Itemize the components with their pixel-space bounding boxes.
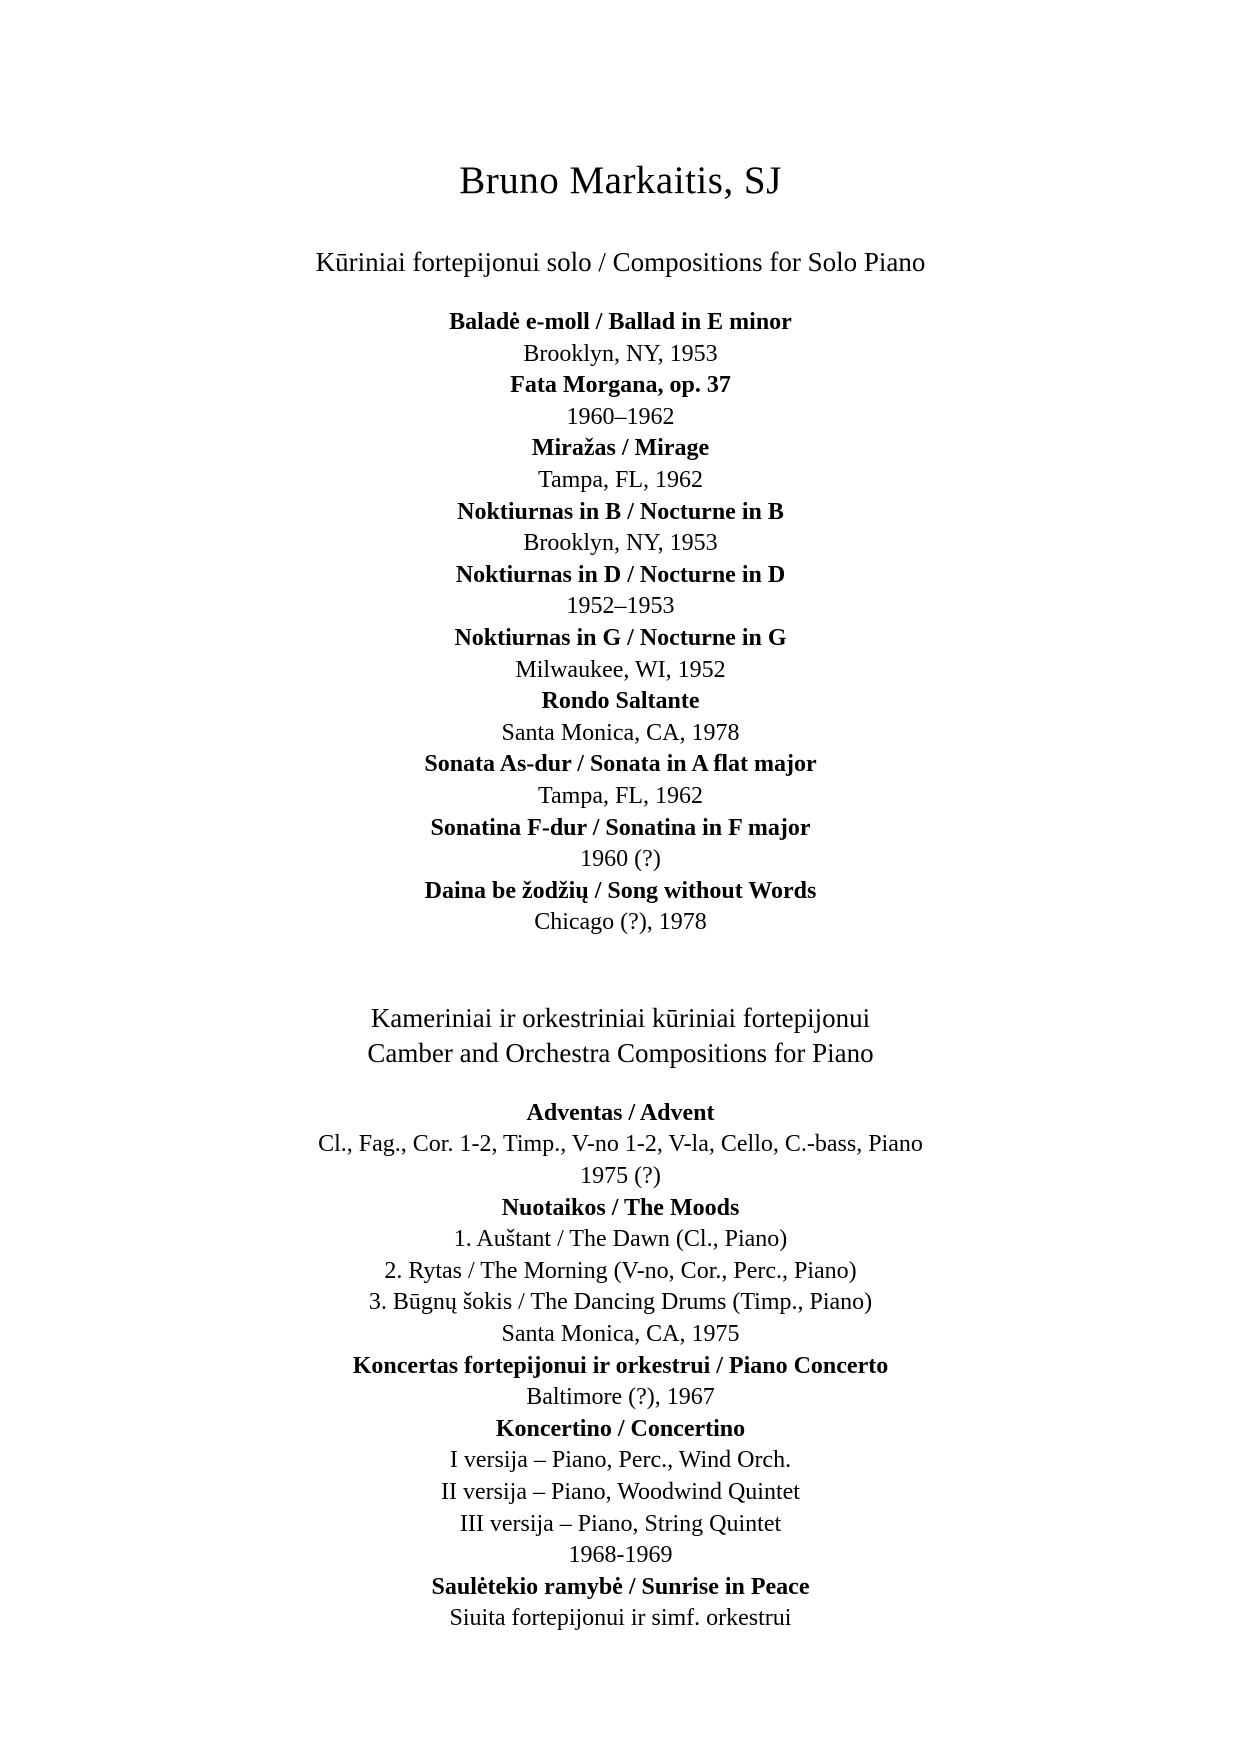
work-detail: 1960 (?) [580, 846, 661, 873]
work-detail: 1960–1962 [566, 403, 675, 430]
work-detail: Santa Monica, CA, 1975 [501, 1321, 740, 1348]
work-title: Noktiurnas in D / Nocturne in D [455, 561, 786, 588]
work-detail: Brooklyn, NY, 1953 [523, 530, 718, 557]
work-detail: II versija – Piano, Woodwind Quintet [441, 1479, 800, 1505]
work-detail: 1. Auštant / The Dawn (Cl., Piano) [453, 1226, 788, 1253]
work-title: Nuotaikos / The Moods [501, 1194, 740, 1221]
section-heading-line: Kameriniai ir orkestriniai kūriniai fortepijonui [370, 1002, 871, 1033]
work-title: Miražas / Mirage [531, 435, 710, 462]
work-detail: Brooklyn, NY, 1953 [523, 340, 718, 367]
work-title: Fata Morgana, op. 37 [510, 372, 731, 399]
work-detail: Siuita fortepijonui ir simf. orkestrui [449, 1605, 792, 1632]
work-detail: III versija – Piano, String Quintet [459, 1510, 782, 1537]
works-list [0, 307, 1241, 939]
page-title: Bruno Markaitis, SJ [459, 159, 782, 202]
work-detail: Chicago (?), 1978 [534, 909, 707, 936]
work-detail: Baltimore (?), 1967 [526, 1384, 715, 1411]
works-section [0, 245, 1241, 939]
work-detail: 3. Būgnų šokis / The Dancing Drums (Timp., Piano) [368, 1289, 873, 1316]
works-section [0, 1001, 1241, 1635]
work-title: Noktiurnas in G / Nocturne in G [454, 624, 787, 651]
work-detail: 1975 (?) [580, 1163, 661, 1190]
work-detail: Milwaukee, WI, 1952 [515, 656, 726, 683]
work-detail: Tampa, FL, 1962 [538, 782, 703, 809]
work-title: Koncertas fortepijonui ir orkestrui / Piano Concerto [352, 1352, 889, 1379]
work-detail: 1968-1969 [568, 1542, 673, 1569]
section-heading [0, 1001, 1241, 1071]
work-title: Sonatina F-dur / Sonatina in F major [430, 814, 811, 841]
work-title: Koncertino / Concertino [495, 1415, 746, 1442]
work-title: Adventas / Advent [526, 1099, 715, 1126]
section-heading-line: Kūriniai fortepijonui solo / Compositions for Solo Piano [315, 247, 926, 277]
section-heading [0, 245, 1241, 280]
work-title: Noktiurnas in B / Nocturne in B [457, 498, 784, 525]
work-detail: Santa Monica, CA, 1978 [501, 719, 740, 746]
work-title: Daina be žodžių / Song without Words [424, 877, 817, 904]
work-detail: 1952–1953 [566, 593, 675, 620]
works-list [0, 1098, 1241, 1635]
work-title: Baladė e-moll / Ballad in E minor [449, 309, 792, 335]
work-detail: Cl., Fag., Cor. 1-2, Timp., V-no 1-2, V-la, Cello, C.-bass, Piano [318, 1131, 923, 1158]
work-title: Rondo Saltante [541, 688, 700, 715]
work-detail: 2. Rytas / The Morning (V-no, Cor., Perc., Piano) [384, 1257, 857, 1284]
section-heading-line: Camber and Orchestra Compositions for Piano [367, 1037, 874, 1068]
work-title: Saulėtekio ramybė / Sunrise in Peace [431, 1573, 810, 1600]
work-title: Sonata As-dur / Sonata in A flat major [424, 751, 817, 778]
work-detail: Tampa, FL, 1962 [538, 466, 703, 493]
works-catalog [0, 245, 1241, 1635]
work-detail: I versija – Piano, Perc., Wind Orch. [449, 1447, 792, 1474]
